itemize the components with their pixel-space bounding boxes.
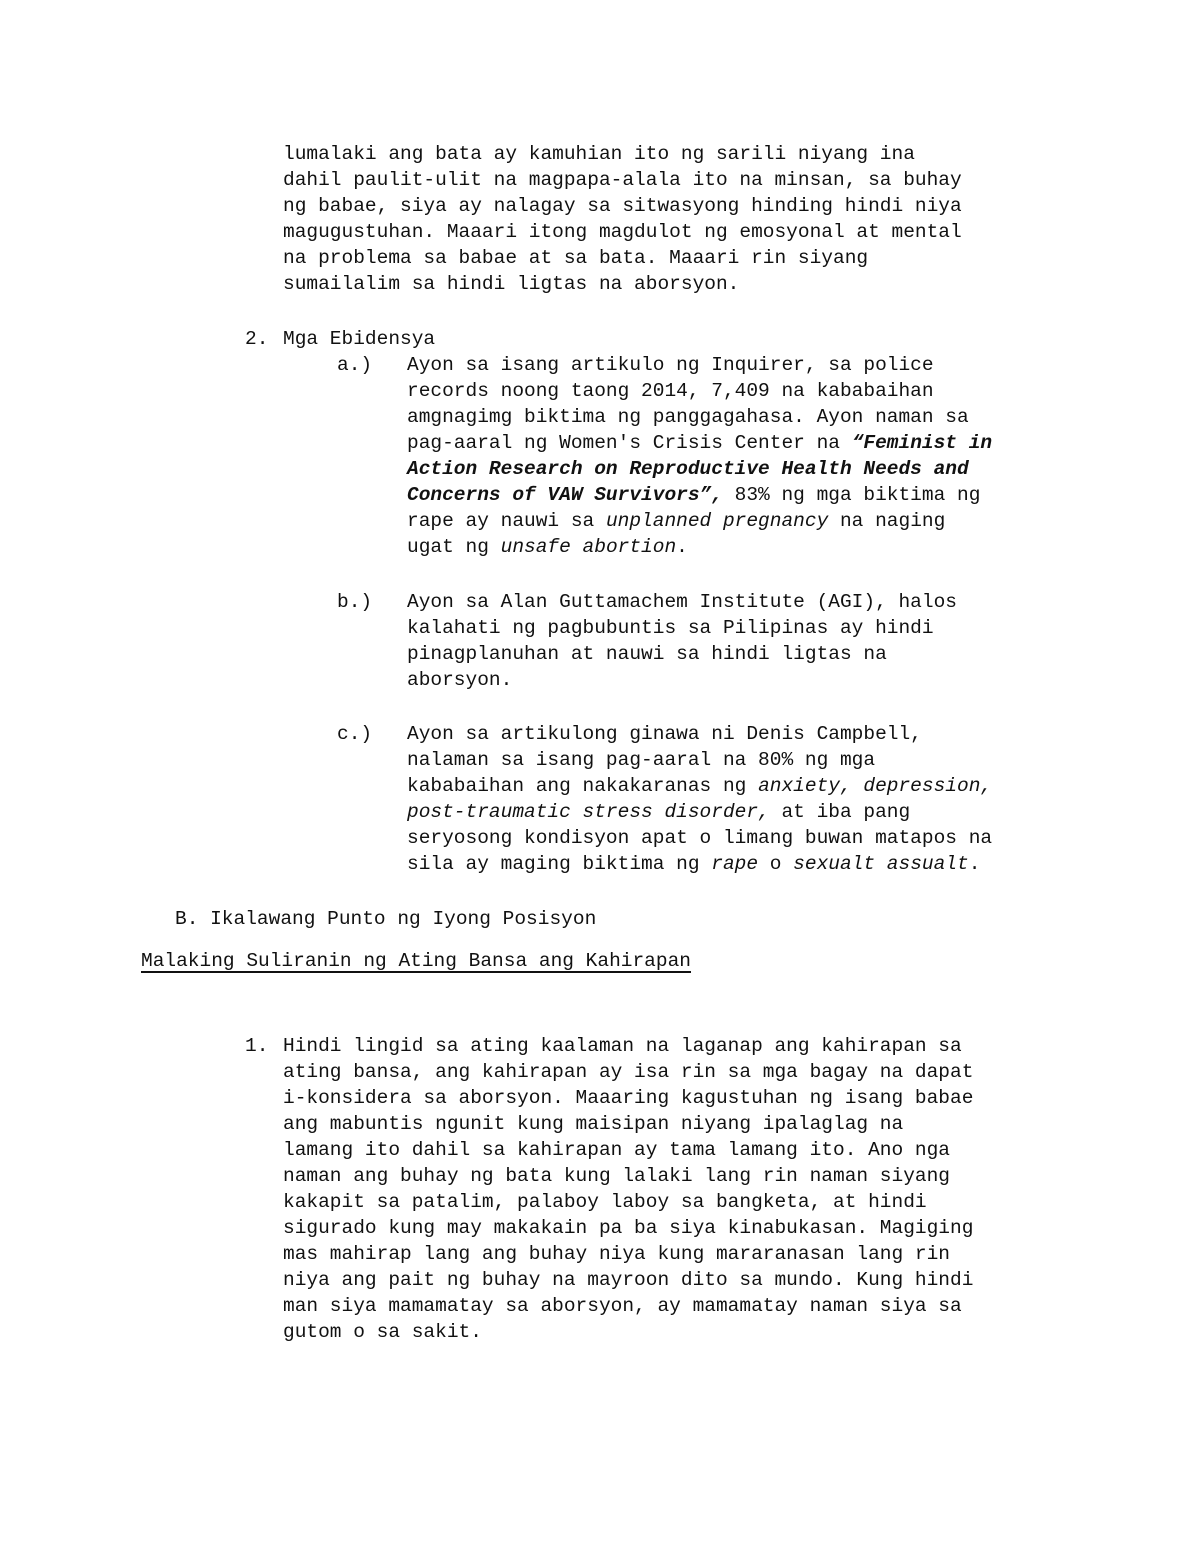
- text-line: [407, 430, 992, 456]
- text-line: na problema sa babae at sa bata. Maaari rin siyang: [283, 247, 869, 269]
- sub-list-marker: a.): [337, 354, 373, 376]
- text-line: pinagplanuhan at nauwi sa hindi ligtas na: [407, 643, 887, 665]
- text-line: ang mabuntis ngunit kung maisipan niyang ipalaglag na: [283, 1113, 904, 1135]
- text-line: magugustuhan. Maaari itong magdulot ng emosyonal at mental: [283, 221, 962, 243]
- text-run: 83% ng mga biktima ng: [722, 484, 981, 506]
- text-run: at iba pang: [769, 801, 911, 823]
- italic-term: unsafe abortion: [500, 536, 677, 558]
- subheading: Malaking Suliranin ng Ating Bansa ang Kahirapan: [141, 950, 691, 972]
- sub-list-marker: c.): [337, 723, 373, 745]
- text-line: [407, 773, 992, 799]
- text-line: mas mahirap lang ang buhay niya kung mararanasan lang rin: [283, 1243, 951, 1265]
- text-line: ating bansa, ang kahirapan ay isa rin sa mga bagay na dapat: [283, 1061, 974, 1083]
- text-line: man siya mamamatay sa aborsyon, ay mamamatay naman siya sa: [283, 1295, 962, 1317]
- text-line: gutom o sa sakit.: [283, 1321, 482, 1343]
- italic-term: unplanned pregnancy: [605, 510, 829, 532]
- italic-title: “Feminist in: [851, 432, 993, 454]
- text-run: ugat ng: [407, 536, 501, 558]
- list-number: 1.: [245, 1035, 269, 1057]
- text-line: kalahati ng pagbubuntis sa Pilipinas ay hindi: [407, 617, 934, 639]
- text-run: na naging: [828, 510, 946, 532]
- italic-term: post-traumatic stress disorder,: [407, 801, 770, 823]
- italic-term: sexualt assualt: [793, 853, 969, 875]
- text-line: kakapit sa patalim, palaboy laboy sa bangketa, at hindi: [283, 1191, 927, 1213]
- text-run: o: [758, 853, 794, 875]
- text-line: lumalaki ang bata ay kamuhian ito ng sarili niyang ina: [283, 143, 915, 165]
- text-line: sigurado kung may makakain pa ba siya kinabukasan. Magiging: [283, 1217, 974, 1239]
- text-run: .: [968, 853, 981, 875]
- text-line: i-konsidera sa aborsyon. Maaaring kagustuhan ng isang babae: [283, 1087, 974, 1109]
- text-line: Ayon sa isang artikulo ng Inquirer, sa police: [407, 354, 934, 376]
- text-line: amgnagimg biktima ng panggagahasa. Ayon naman sa: [407, 406, 969, 428]
- text-run: rape ay nauwi sa: [407, 510, 606, 532]
- evidence-b-paragraph: [407, 589, 957, 693]
- text-run: kababaihan ang nakakaranas ng: [407, 775, 759, 797]
- text-line: sumailalim sa hindi ligtas na aborsyon.: [283, 273, 740, 295]
- text-line: naman ang buhay ng bata kung lalaki lang rin naman siyang: [283, 1165, 951, 1187]
- evidence-c-paragraph: [407, 721, 992, 877]
- text-line: [407, 534, 992, 560]
- text-line: dahil paulit-ulit na magpapa-alala ito na minsan, sa buhay: [283, 169, 962, 191]
- text-line: niya ang pait ng buhay na mayroon dito sa mundo. Kung hindi: [283, 1269, 974, 1291]
- item1-paragraph: [283, 1033, 973, 1345]
- italic-term: rape: [711, 853, 759, 875]
- text-line: [407, 799, 992, 825]
- text-line: Hindi lingid sa ating kaalaman na laganap ang kahirapan sa: [283, 1035, 962, 1057]
- text-run: pag-aaral ng Women's Crisis Center na: [407, 432, 852, 454]
- list-number: 2.: [245, 328, 269, 350]
- text-line: Ayon sa artikulong ginawa ni Denis Campbell,: [407, 723, 922, 745]
- text-line: seryosong kondisyon apat o limang buwan matapos na: [407, 827, 993, 849]
- text-line: Ayon sa Alan Guttamachem Institute (AGI), halos: [407, 591, 957, 613]
- text-line: ng babae, siya ay nalagay sa sitwasyong hinding hindi niya: [283, 195, 962, 217]
- italic-title: Action Research on Reproductive Health Needs and: [407, 458, 969, 480]
- text-line: [407, 851, 992, 877]
- continuation-paragraph: [283, 141, 962, 297]
- text-line: aborsyon.: [407, 669, 513, 691]
- section-heading: B. Ikalawang Punto ng Iyong Posisyon: [175, 908, 597, 930]
- text-run: .: [676, 536, 688, 558]
- text-line: lamang ito dahil sa kahirapan ay tama lamang ito. Ano nga: [283, 1139, 951, 1161]
- text-line: records noong taong 2014, 7,409 na kababaihan: [407, 380, 934, 402]
- evidence-a-paragraph: [407, 352, 992, 560]
- italic-term: anxiety, depression,: [758, 775, 993, 797]
- text-run: sila ay maging biktima ng: [407, 853, 712, 875]
- italic-title: Concerns of VAW Survivors”,: [407, 484, 723, 506]
- sub-list-marker: b.): [337, 591, 373, 613]
- text-line: [407, 508, 992, 534]
- list-item-title: Mga Ebidensya: [283, 328, 436, 350]
- text-line: [407, 482, 992, 508]
- text-line: nalaman sa isang pag-aaral na 80% ng mga: [407, 749, 876, 771]
